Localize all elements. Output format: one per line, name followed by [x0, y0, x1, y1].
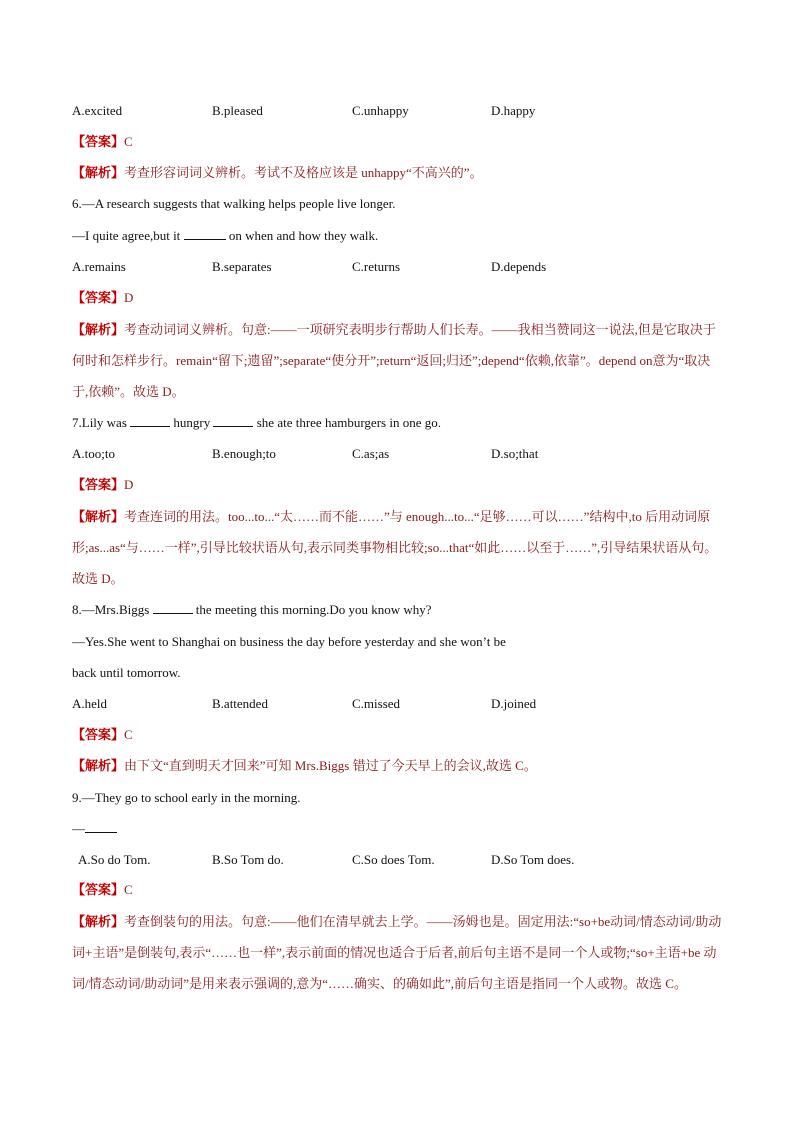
- answer-tag: 【答案】: [72, 882, 125, 897]
- explanation-tag: 【解析】: [72, 914, 125, 929]
- q8-stem-part-a: 8.—Mrs.Biggs: [72, 602, 150, 617]
- q6-answer: [72, 290, 724, 306]
- q8-stem-line2: —Yes.She went to Shanghai on business the day before yesterday and she won’t be: [72, 634, 506, 649]
- q5-option-b: B.pleased: [212, 103, 263, 118]
- q8-stem-line3: back until tomorrow.: [72, 665, 181, 680]
- answer-blank: [85, 832, 117, 833]
- answer-tag: 【答案】: [72, 134, 125, 149]
- q6-option-b: B.separates: [212, 259, 272, 274]
- q7-stem-part-a: 7.Lily was: [72, 415, 127, 430]
- answer-value: D: [124, 477, 134, 492]
- q5-option-d: D.happy: [491, 103, 536, 118]
- q6-option-c: C.returns: [352, 259, 401, 274]
- q7-option-c: C.as;as: [352, 446, 390, 461]
- q6-explanation: [72, 314, 724, 407]
- answer-blank: [213, 426, 253, 427]
- q8-stem-part-b: the meeting this morning.Do you know why?: [195, 602, 432, 617]
- q9-stem-line1: 9.—They go to school early in the morning.: [72, 790, 301, 805]
- q6-stem-line1: 6.—A research suggests that walking helps people live longer.: [72, 196, 396, 211]
- explanation-text: 考查倒装句的用法。句意:——他们在清早就去上学。——汤姆也是。固定用法:“so+be动词/情态动词/助动词+主语”是倒装句,表示“……也一样”,表示前面的情况也适合于后者,前后句主语不是同一个人或物;“so+主语+be 动词/情态动词/助动词”是用来表示强调的,意为“……确实、的确如此”,前后句主语是指同一个人或物。故选 C。: [72, 914, 722, 991]
- q7-option-a: A.too;to: [72, 446, 115, 461]
- explanation-text: 考查动词词义辨析。句意:——一项研究表明步行帮助人们长寿。——我相当赞同这一说法,但是它取决于何时和怎样步行。remain“留下;遗留”;separate“使分开”;return“返回;归还”;depend“依赖,依靠”。depend on意为“取决于,依赖”。故选 D。: [72, 322, 716, 399]
- explanation-tag: 【解析】: [72, 322, 125, 337]
- explanation-tag: 【解析】: [72, 758, 125, 773]
- q9-explanation: [72, 906, 724, 999]
- answer-tag: 【答案】: [72, 290, 125, 305]
- q9-answer: [72, 882, 724, 898]
- q5-answer: [72, 134, 724, 150]
- q7-stem: [72, 415, 724, 431]
- explanation-tag: 【解析】: [72, 509, 125, 524]
- explanation-text: 考查连词的用法。too...to...“太……而不能……”与 enough...to...“足够……可以……”结构中,to 后用动词原形;as...as“与……一样”,引导比较状语从句,表示同类事物相比较;so...that“如此……以至于……”,引导结果状语从句。故选 D。: [72, 509, 718, 586]
- q8-explanation: [72, 758, 724, 774]
- q7-option-d: D.so;that: [491, 446, 539, 461]
- answer-tag: 【答案】: [72, 477, 125, 492]
- q5-option-c: C.unhappy: [352, 103, 409, 118]
- q5-explanation: [72, 165, 724, 181]
- q9-option-a: A.So do Tom.: [78, 852, 151, 867]
- q8-option-d: D.joined: [491, 696, 537, 711]
- q8-option-c: C.missed: [352, 696, 401, 711]
- q6-option-a: A.remains: [72, 259, 126, 274]
- explanation-text: 考查形容词词义辨析。考试不及格应该是 unhappy“不高兴的”。: [124, 165, 483, 180]
- answer-blank: [153, 613, 193, 614]
- answer-tag: 【答案】: [72, 727, 125, 742]
- q7-option-b: B.enough;to: [212, 446, 276, 461]
- answer-value: C: [124, 882, 133, 897]
- answer-blank: [130, 426, 170, 427]
- q8-stem-line1: [72, 602, 724, 618]
- q8-option-a: A.held: [72, 696, 108, 711]
- explanation-tag: 【解析】: [72, 165, 125, 180]
- q7-answer: [72, 477, 724, 493]
- q8-option-b: B.attended: [212, 696, 268, 711]
- q7-stem-part-c: she ate three hamburgers in one go.: [256, 415, 441, 430]
- explanation-text: 由下文“直到明天才回来”可知 Mrs.Biggs 错过了今天早上的会议,故选 C。: [124, 758, 537, 773]
- q9-option-c: C.So does Tom.: [352, 852, 435, 867]
- answer-blank: [184, 239, 226, 240]
- q9-stem-line2: [72, 821, 724, 837]
- q6-stem-line2: [72, 228, 724, 244]
- q8-answer: [72, 727, 724, 743]
- q6-option-d: D.depends: [491, 259, 547, 274]
- q9-option-b: B.So Tom do.: [212, 852, 284, 867]
- answer-value: D: [124, 290, 134, 305]
- q9-stem-dash: —: [72, 821, 85, 836]
- answer-value: C: [124, 727, 133, 742]
- q6-stem-part-a: —I quite agree,but it: [72, 228, 181, 243]
- q5-option-a: A.excited: [72, 103, 123, 118]
- q7-explanation: [72, 501, 724, 594]
- q6-stem-part-b: on when and how they walk.: [228, 228, 379, 243]
- q7-stem-part-b: hungry: [173, 415, 211, 430]
- q9-option-d: D.So Tom does.: [491, 852, 575, 867]
- answer-value: C: [124, 134, 133, 149]
